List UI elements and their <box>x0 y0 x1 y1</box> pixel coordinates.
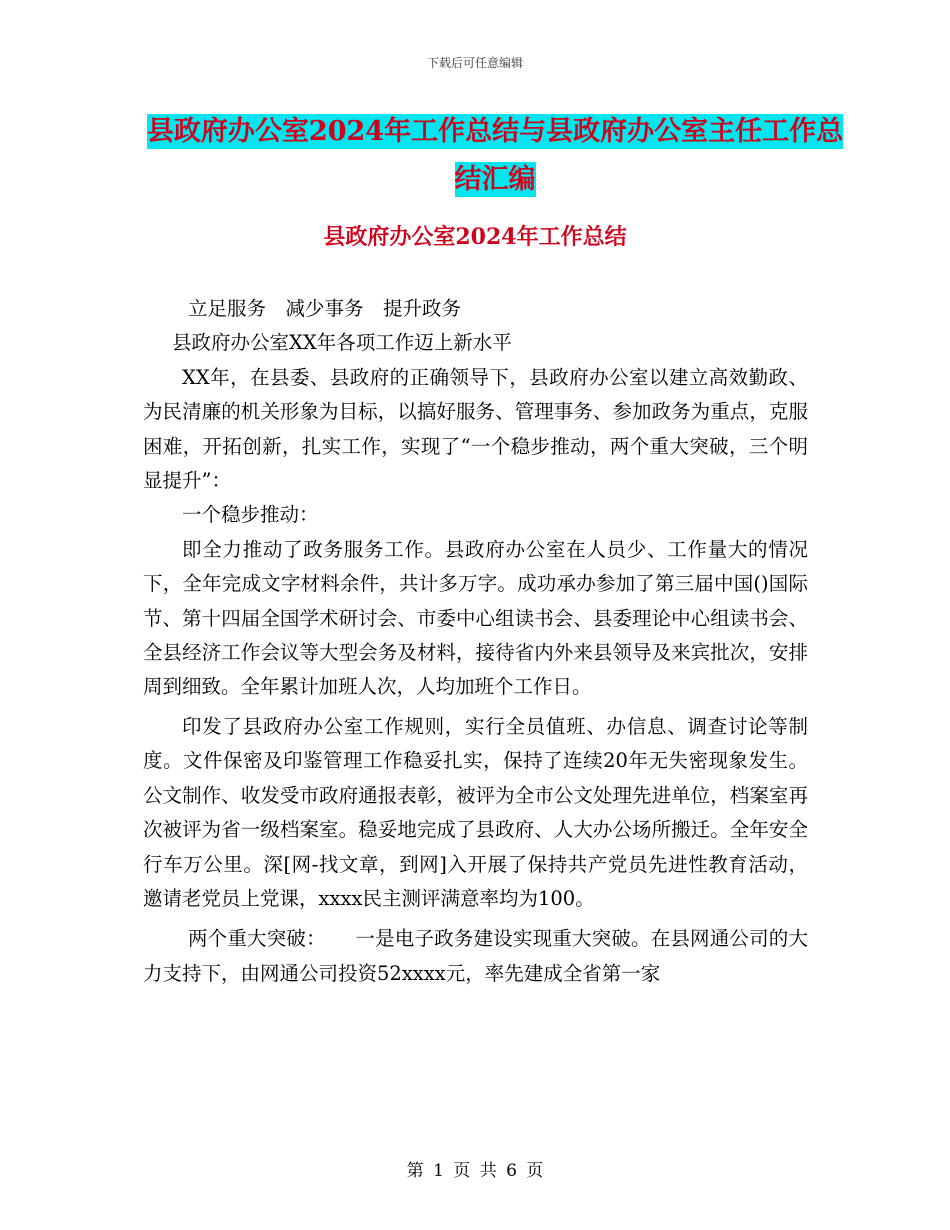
document-title-highlight: 县政府办公室2024年工作总结与县政府办公室主任工作总结汇编 <box>146 116 844 195</box>
page-footer: 第 1 页 共 6 页 <box>406 1161 544 1181</box>
document-body <box>143 292 808 991</box>
paragraph-subtitle: 县政府办公室XX年各项工作迈上新水平 <box>172 331 512 355</box>
paragraph-rules: 印发了县政府办公室工作规则，实行全员值班、办信息、调查讨论等制度。文件保密及印鉴管理工作稳妥扎实，保持了连续20年无失密现象发生。公文制作、收发受市政府通报表彰，被评为全市公文处理先进单位，档案室再次被评为省一级档案室。稳妥地完成了县政府、人大办公场所搬迁。全年安全行车万公里。深[网-找文章，到网]入开展了保持共产党员先进性教育活动，邀请老党员上党课，xxxx民主测评满意率均为100。 <box>143 714 808 910</box>
section-title: 县政府办公室2024年工作总结 <box>323 224 627 250</box>
document-title <box>140 108 850 204</box>
paragraph-service: 即全力推动了政务服务工作。县政府办公室在人员少、工作量大的情况下，全年完成文字材料余件，共计多万字。成功承办参加了第三届中国()国际节、第十四届全国学术研讨会、市委中心组读书会、县委理论中心组读书会、全县经济工作会议等大型会务及材料，接待省内外来县领导及来宾批次，安排周到细致。全年累计加班人次，人均加班个工作日。 <box>143 537 808 699</box>
paragraph-slogan: 立足服务 减少事务 提升政务 <box>188 297 462 320</box>
page-header-note: 下载后可任意编辑 <box>426 56 523 70</box>
paragraph-intro: XX年，在县委、县政府的正确领导下，县政府办公室以建立高效勤政、为民清廉的机关形象为目标，以搞好服务、管理事务、参加政务为重点，克服困难，开拓创新，扎实工作，实现了“一个稳步推动，两个重大突破，三个明显提升”： <box>143 365 808 493</box>
paragraph-heading-one: 一个稳步推动： <box>182 503 319 527</box>
paragraph-breakthroughs: 两个重大突破： 一是电子政务建设实现重大突破。在县网通公司的大力支持下，由网通公司投资52xxxx元，率先建成全省第一家 <box>143 927 808 985</box>
